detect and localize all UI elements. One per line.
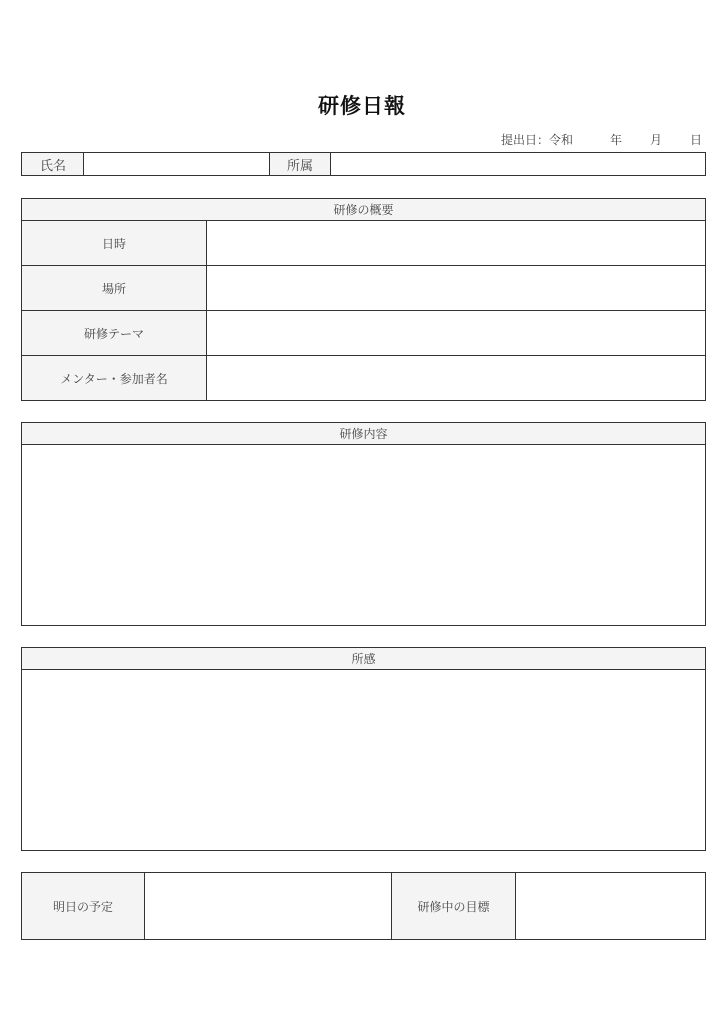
day-unit: 日 [690, 133, 703, 147]
divider [206, 221, 207, 400]
overview-table [22, 221, 705, 400]
theme-field[interactable] [207, 311, 705, 356]
tomorrow-label: 明日の予定 [22, 873, 144, 939]
impressions-header: 所感 [22, 648, 705, 670]
year-unit: 年 [610, 133, 623, 147]
content-field[interactable] [22, 445, 705, 625]
row-label-mentor: メンター・参加者名 [22, 356, 206, 400]
row-label-datetime: 日時 [22, 221, 206, 266]
overview-section [21, 198, 706, 401]
plans-row [21, 872, 706, 940]
submission-date [480, 131, 705, 149]
name-field[interactable] [84, 153, 269, 175]
goal-label: 研修中の目標 [392, 873, 515, 939]
overview-header: 研修の概要 [22, 199, 705, 221]
submission-date-label: 提出日：令和 [501, 133, 574, 147]
identity-row [21, 152, 706, 176]
content-section [21, 422, 706, 626]
page-title: 研修日報 [318, 94, 406, 118]
impressions-field[interactable] [22, 670, 705, 850]
name-label: 氏名 [22, 153, 84, 175]
content-header: 研修内容 [22, 423, 705, 445]
datetime-field[interactable] [207, 221, 705, 266]
affiliation-label: 所属 [270, 153, 330, 175]
impressions-section [21, 647, 706, 851]
mentor-field[interactable] [207, 356, 705, 400]
goal-field[interactable] [516, 873, 705, 939]
month-unit: 月 [650, 133, 663, 147]
affiliation-field[interactable] [331, 153, 705, 175]
row-label-location: 場所 [22, 266, 206, 311]
location-field[interactable] [207, 266, 705, 311]
row-label-theme: 研修テーマ [22, 311, 206, 356]
tomorrow-field[interactable] [145, 873, 391, 939]
